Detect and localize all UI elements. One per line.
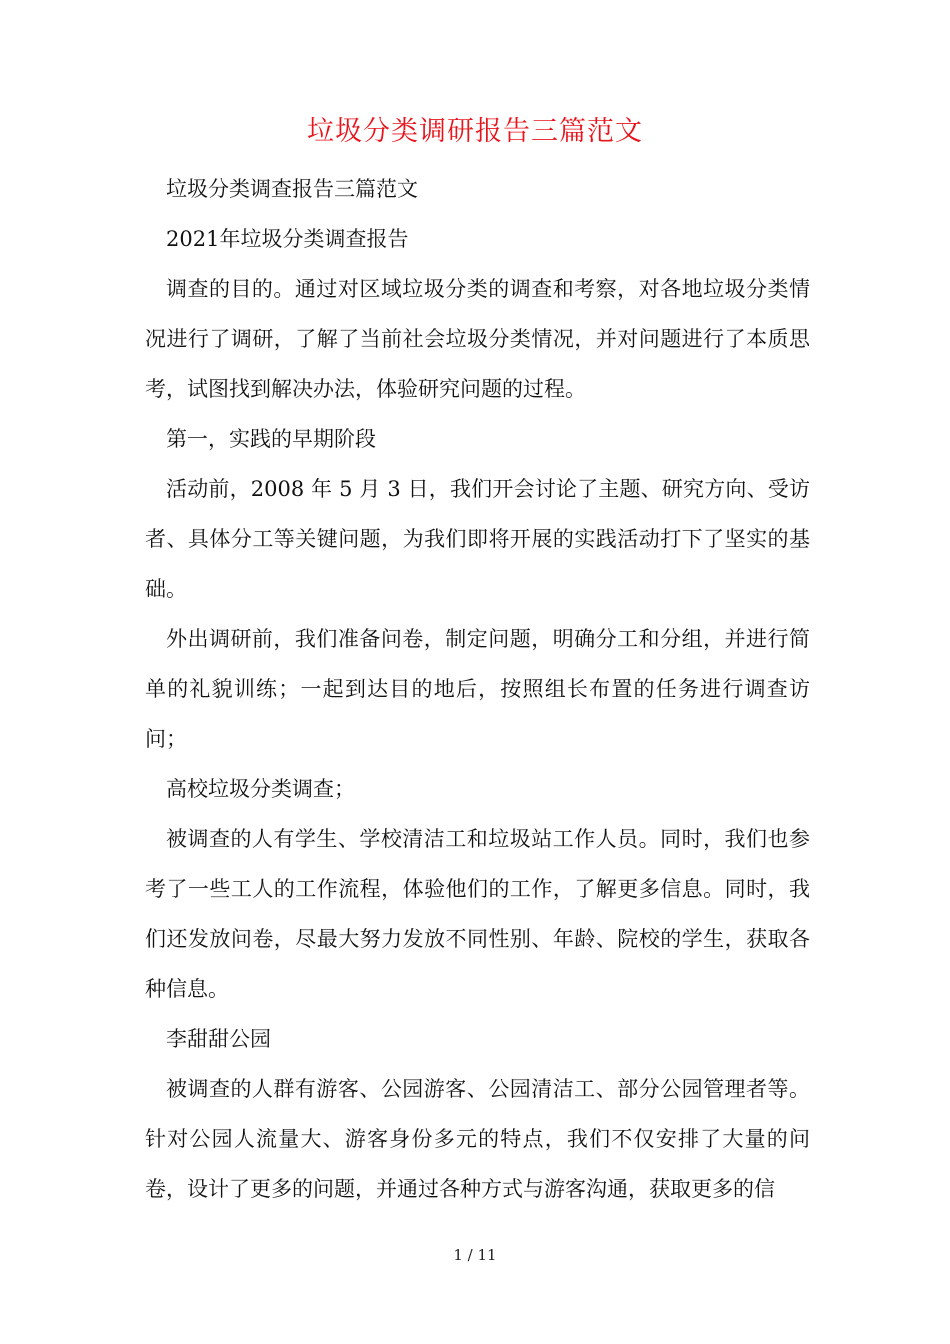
paragraph-park-heading: 李甜甜公园 (166, 1027, 271, 1051)
paragraph-activity: 活动前，2008 年 5 月 3 日，我们开会讨论了主题、研究方向、受访者、具体分工等关键问题，为我们即将开展的实践活动打下了坚实的基础。 (145, 477, 810, 601)
paragraph-report-heading: 2021年垃圾分类调查报告 (166, 227, 409, 251)
paragraph-university-heading: 高校垃圾分类调查； (166, 777, 355, 801)
paragraph-preparation: 外出调研前，我们准备问卷，制定问题，明确分工和分组，并进行简单的礼貌训练；一起到达目的地后，按照组长布置的任务进行调查访问； (145, 627, 810, 751)
paragraph-section-heading: 第一，实践的早期阶段 (166, 427, 376, 451)
paragraph-university-survey: 被调查的人有学生、学校清洁工和垃圾站工作人员。同时，我们也参考了一些工人的工作流程，体验他们的工作，了解更多信息。同时，我们还发放问卷，尽最大努力发放不同性别、年龄、院校的学生，获取各种信息。 (145, 827, 810, 1001)
document-body (145, 164, 810, 1214)
page-number: 1 / 11 (453, 1246, 497, 1264)
paragraph-park-survey: 被调查的人群有游客、公园游客、公园清洁工、部分公园管理者等。针对公园人流量大、游客身份多元的特点，我们不仅安排了大量的问卷，设计了更多的问题，并通过各种方式与游客沟通，获取更多的信 (145, 1077, 810, 1201)
document-title: 垃圾分类调研报告三篇范文 (307, 116, 643, 147)
paragraph-purpose: 调查的目的。通过对区域垃圾分类的调查和考察，对各地垃圾分类情况进行了调研，了解了当前社会垃圾分类情况，并对问题进行了本质思考，试图找到解决办法，体验研究问题的过程。 (145, 277, 810, 401)
paragraph-subtitle: 垃圾分类调查报告三篇范文 (166, 177, 418, 201)
